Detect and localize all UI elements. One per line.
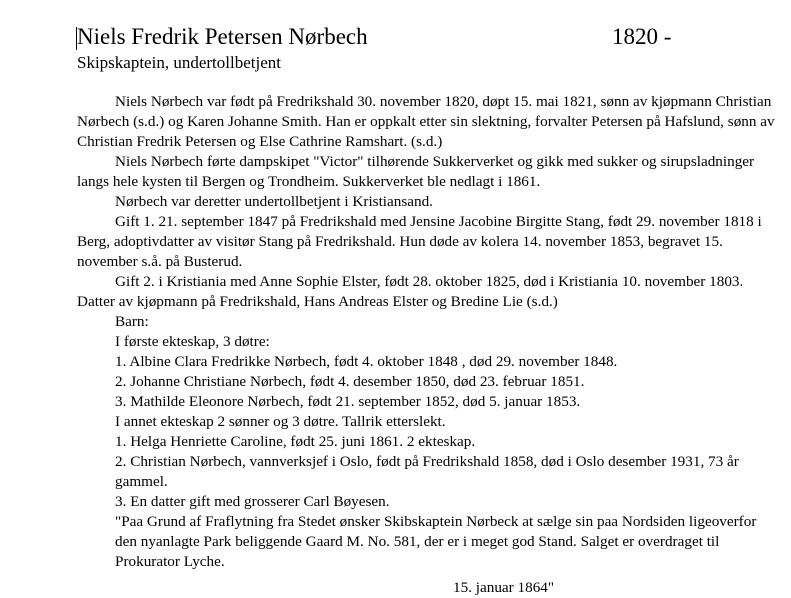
list-item: 3. En datter gift med grosserer Carl Bøyesen. (115, 493, 390, 510)
paragraph-marriage-1: Gift 1. 21. september 1847 på Fredrikshald med Jensine Jacobine Birgitte Stang, født 29. november 1818 i Berg, adoptivdatter av visitør Stang på Fredrikshald. Hun døde av kolera 14. november 1853, begravet 15. november s.å. på Busterud. (77, 213, 762, 270)
list-item: 1. Helga Henriette Caroline, født 25. juni 1861. 2 ekteskap. (115, 433, 476, 450)
newspaper-quote: "Paa Grund af Fraflytning fra Stedet ønsker Skibskaptein Nørbeck at sælge sin paa Nordsiden ligeoverfor den nyanlagte Park beliggende Gaard M. No. 581, der er i meget god Stand. Salget er overdraget til Prokurator Lyche. (115, 513, 757, 570)
list-item: 2. Christian Nørbech, vannverksjef i Oslo, født på Fredrikshald 1858, død i Oslo desember 1931, 73 år gammel. (115, 453, 739, 490)
list-item: 1. Albine Clara Fredrikke Nørbech, født 4. oktober 1848 , død 29. november 1848. (115, 353, 618, 370)
life-years: 1820 - (612, 24, 672, 49)
paragraph-marriage-2: Gift 2. i Kristiania med Anne Sophie Elster, født 28. oktober 1825, død i Kristiania 10. november 1803. Datter av kjøpmann på Fredrikshald, Hans Andreas Elster og Bredine Lie (s.d.) (77, 273, 744, 310)
document-body (77, 92, 777, 598)
list-item: 3. Mathilde Eleonore Nørbech, født 21. september 1852, død 5. januar 1853. (115, 393, 581, 410)
children-heading: Barn: (115, 313, 149, 330)
paragraph-birth: Niels Nørbech var født på Fredrikshald 30. november 1820, døpt 15. mai 1821, sønn av kjøpmann Christian Nørbech (s.d.) og Karen Johanne Smith. Han er oppkalt etter sin slektning, forvalter Petersen på Hafslund, sønn av Christian Fredrik Petersen og Else Cathrine Ramshart. (s.d.) (77, 93, 775, 150)
page-title: Niels Fredrik Petersen Nørbech (77, 24, 368, 49)
second-marriage-heading: I annet ekteskap 2 sønner og 3 døtre. Tallrik etterslekt. (115, 413, 446, 430)
paragraph-customs: Nørbech var deretter undertollbetjent i Kristiansand. (115, 193, 433, 210)
list-item: 2. Johanne Christiane Nørbech, født 4. desember 1850, død 23. februar 1851. (115, 373, 585, 390)
quote-date: 15. januar 1864" (453, 579, 555, 596)
paragraph-career: Niels Nørbech førte dampskipet "Victor" tilhørende Sukkerverket og gikk med sukker og sirupsladninger langs hele kysten til Bergen og Trondheim. Sukkerverket ble nedlagt i 1861. (77, 153, 755, 190)
first-marriage-heading: I første ekteskap, 3 døtre: (115, 333, 270, 350)
page-subtitle: Skipskaptein, undertollbetjent (77, 53, 281, 72)
